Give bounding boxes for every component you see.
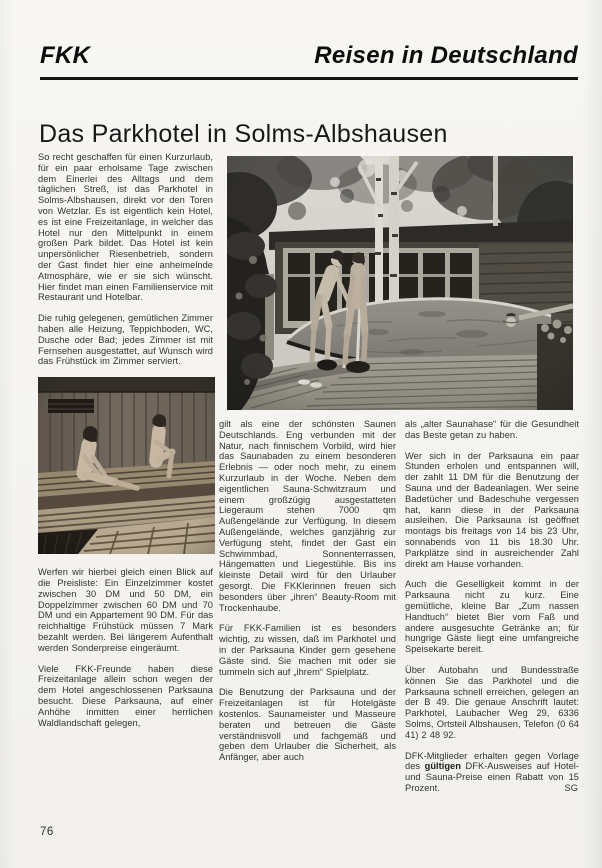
closing-text: DFK-Mitglieder erhalten gegen Vorlage des: [405, 750, 579, 772]
sauna-photo-illustration: [38, 377, 215, 554]
article-paragraph: Über Autobahn und Bundesstraße können Sie das Parkhotel und die Parksauna schnell erreichen, gelegen an der B 49. Die genaue Anschrift lautet: Parkhotel, Laubacher Weg 29, 6336 Solms, Ortsteil Albshausen, Telefon (0 64 41) 2 48 92.: [405, 664, 579, 740]
page-number: 76: [40, 826, 54, 838]
column-3: [405, 419, 579, 804]
section-label: FKK: [40, 42, 91, 69]
column-1: [38, 152, 213, 738]
article-paragraph: Für FKK-Familien ist es besonders wichtig, zu wissen, daß im Parkhotel und in der Parksauna Kinder gern gesehene Gäste sind. Sie machen mit oder sie tummeln sich auf „ihrem“ Spielplatz.: [219, 623, 396, 677]
article-paragraph: gilt als eine der schönsten Saunen Deutschlands. Eng verbunden mit der Natur, nach finnischem Vorbild, wird hier das Saunabaden zu einem besonderen Erlebnis — oder noch mehr, zu einem Kurzurlaub in der Woche. Neben dem eigentlichen Sauna-Schwitzraum und einem großzügig ausgestatteten Liegeraum stehen 7000 qm Außengelände zur Verfügung. In diesem Außengelände, welches ganzjährig zur Verfügung steht, findet der Gast ein Schwimmbad, Sonnenterrassen, Hängematten und Liegestühle. Bis ins kleinste Detail wird für den Urlauber gesorgt. Die FKKlerinnen freuen sich besonders über „ihren“ Beauty-Room mit Trockenhaube.: [219, 419, 396, 613]
pool-photo-illustration: [227, 156, 573, 410]
rubric-label: Reisen in Deutschland: [314, 42, 578, 69]
photo-sauna-interior: [38, 377, 215, 554]
column-2: [219, 419, 396, 773]
masthead: [40, 42, 578, 80]
article-paragraph: Die ruhig gelegenen, gemütlichen Zimmer haben alle Heizung, Teppichboden, WC, Dusche oder Bad; jedes Zimmer ist mit Fernsehen ausgestattet, auf Wunsch wird das Frühstück im Zimmer serviert.: [38, 313, 213, 367]
photo-pool: [227, 156, 573, 410]
article-paragraph: Werfen wir hierbei gleich einen Blick auf die Preisliste: Ein Einzelzimmer kostet zwischen 30 DM und 50 DM, ein Doppelzimmer zwischen 60 DM und 70 DM und ein Appartement 90 DM. Für das reichhaltige Frühstück müssen 7 Mark bezahlt werden. Bei längerem Aufenthalt werden Sonderpreise eingeräumt.: [38, 567, 213, 653]
article-paragraph: Viele FKK-Freunde haben diese Freizeitanlage allein schon wegen der dem Hotel angeschlossenen Parksauna besucht. Diese Parksauna, auf einer Anhöhe inmitten einer herrlichen Waldlandschaft gelegen,: [38, 663, 213, 728]
article-paragraph-closing: [405, 751, 579, 794]
article-paragraph: als „alter Saunahase“ für die Gesundheit das Beste getan zu haben.: [405, 419, 579, 440]
article-title: Das Parkhotel in Solms-Albshausen: [39, 119, 448, 148]
closing-text: DFK-Ausweises auf Hotel- und Sauna-Preise einen Rabatt von 15 Prozent.: [405, 761, 579, 793]
article-paragraph: Wer sich in der Parksauna ein paar Stunden erholen und entspannen will, der zahlt 11 DM für die Benutzung der Sauna und der Badeanlagen. Wer seine Badetücher und Badeschuhe vergessen hat, kann diese in der Parksauna ausleihen. Die Parksauna ist geöffnet montags bis freitags von 14 bis 23 Uhr, sonnabends von 11 bis 18.30 Uhr. Parkplätze sind in ausreichender Zahl direkt am Hause vorhanden.: [405, 450, 579, 569]
article-paragraph: Auch die Geselligkeit kommt in der Parksauna nicht zu kurz. Eine gemütliche, kleine Bar „Zum nassen Handtuch“ bietet Bier vom Faß und andere ausgesuchte Getränke an; für hungrige Gäste liegt eine umfangreiche Speisekarte bereit.: [405, 579, 579, 655]
author-initials: SG: [564, 782, 578, 793]
article-paragraph: Die Benutzung der Parksauna und der Freizeitanlagen ist für Hotelgäste kostenlos. Saunameister und Masseure beraten und betreuen die Gäste verständnisvoll und fachgemäß und geben dem Urlauber die Sicherheit, als Anfänger, aber auch: [219, 687, 396, 763]
article-paragraph: So recht geschaffen für einen Kurzurlaub, für ein paar erholsame Tage zwischen dem Einerlei des Alltags und dem täglichen Streß, ist das Parkhotel in Solms-Albshausen, direkt vor den Toren von Wetzlar. Es ist eigentlich kein Hotel, es ist eine Freizeitanlage, in welcher das Hotel nur den Mittelpunkt in einem großen Park bildet. Das Hotel ist kein unpersönlicher Riesenbetrieb, sondern der Gast findet hier eine anheimelnde Atmosphäre, wie er sie sich wünscht. Hier findet man einen Familienservice mit Restaurant und Hotelbar.: [38, 152, 213, 303]
closing-bold-word: gültigen: [424, 761, 461, 772]
